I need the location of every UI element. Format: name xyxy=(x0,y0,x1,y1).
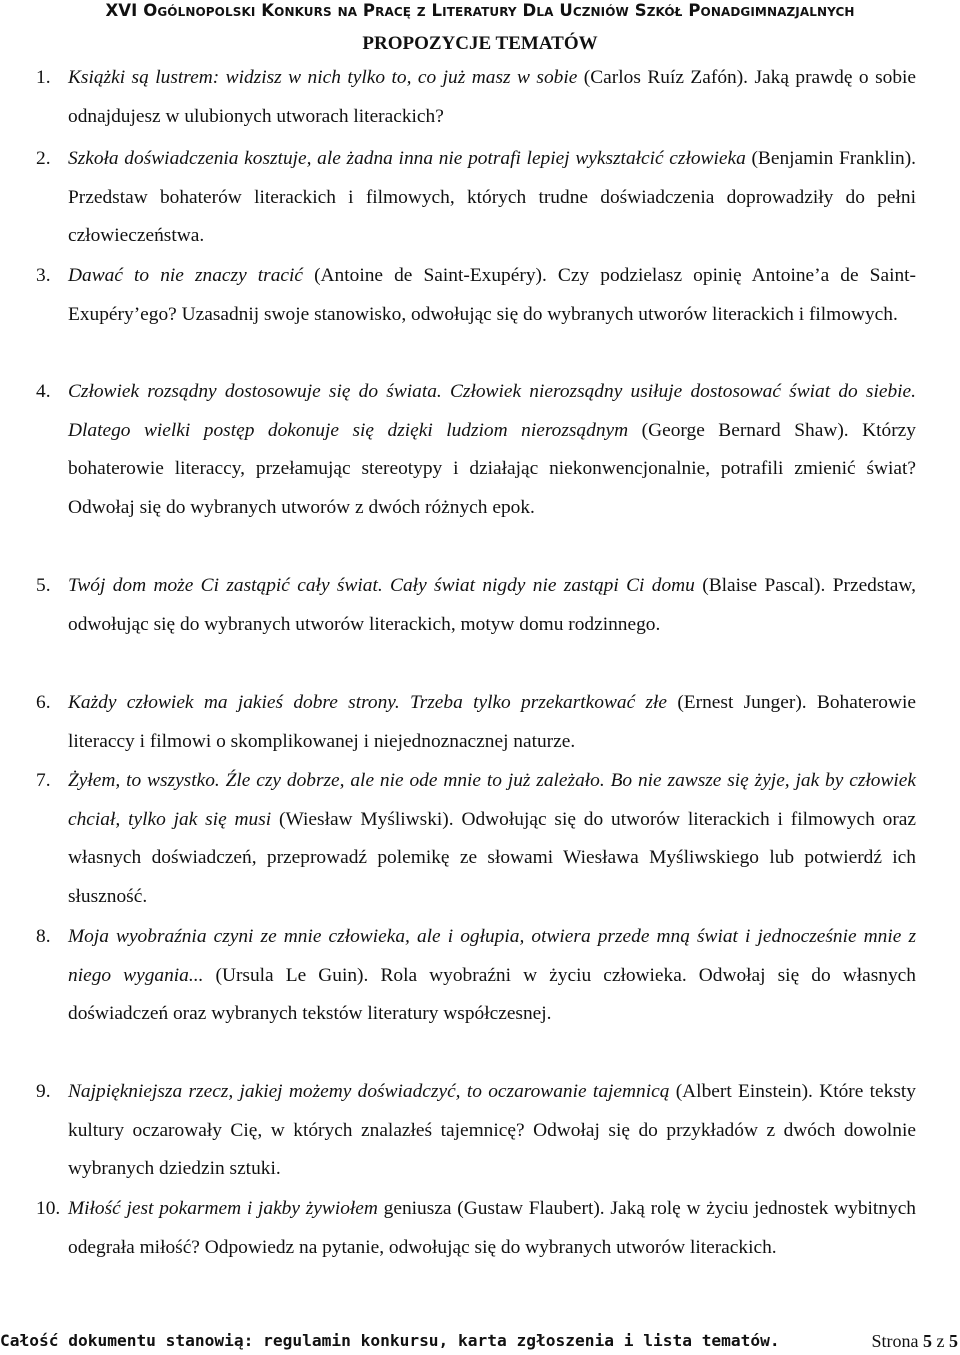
topic-task: Rola wyobraźni w życiu człowieka. Odwołaj się do własnych doświadczeń oraz wybranych tekstów literatury współczesnej. xyxy=(68,964,916,1025)
topic-2 xyxy=(36,140,916,256)
topic-author: (Wiesław Myśliwski). xyxy=(271,808,462,830)
topic-number: 1. xyxy=(36,67,51,88)
topic-6 xyxy=(36,684,916,761)
topic-task: Jaką rolę w życiu jednostek wybitnych odegrała miłość? Odpowiedz na pytanie, odwołując się do wybranych utworów literackich. xyxy=(68,1198,916,1258)
page-current: 5 xyxy=(923,1331,932,1351)
footer-note: Całość dokumentu stanowią: regulamin konkursu, karta zgłoszenia i lista tematów. xyxy=(0,1331,780,1350)
topic-7 xyxy=(36,762,916,917)
page-number xyxy=(872,1327,959,1355)
topic-author: (Ernest Junger). xyxy=(667,692,817,713)
topic-author: (Blaise Pascal). xyxy=(694,575,833,596)
topic-quote: Żyłem, to wszystko. Źle czy dobrze, ale nie ode mnie to już zależało. Bo nie zawsze się żyje, jak by człowiek chciał, tylko jak się musi xyxy=(68,770,916,830)
topic-task: Czy podzielasz opinię Antoine’a de Saint-Exupéry’ego? Uzasadnij swoje stanowisko, odwołując się do wybranych utworów literackich i filmowych. xyxy=(68,265,916,325)
topic-9 xyxy=(36,1073,916,1189)
topic-author: (Ursula Le Guin). xyxy=(203,964,381,986)
topic-quote: Twój dom może Ci zastąpić cały świat. Cały świat nigdy nie zastąpi Ci domu xyxy=(68,575,695,596)
topic-author: (Albert Einstein). xyxy=(669,1081,820,1102)
topic-number: 4. xyxy=(36,381,51,402)
topic-task: Bohaterowie literaccy i filmowi o skomplikowanej i niejednoznacznej naturze. xyxy=(68,692,916,752)
topic-quote: Szkoła doświadczenia kosztuje, ale żadna inna nie potrafi lepiej wykształcić człowieka xyxy=(68,148,746,169)
topic-author: (Benjamin Franklin). xyxy=(745,148,917,169)
page-total: 5 xyxy=(949,1331,958,1351)
topic-author: geniusza (Gustaw Flaubert). xyxy=(377,1198,611,1219)
topic-4 xyxy=(36,373,916,528)
topic-quote: Dawać to nie znaczy tracić xyxy=(68,265,303,286)
topic-number: 7. xyxy=(36,770,51,791)
topic-number: 3. xyxy=(36,265,51,286)
topic-1 xyxy=(36,59,916,136)
topic-task: Przedstaw bohaterów literackich i filmowych, których trudne doświadczenia doprowadziły do pełni człowieczeństwa. xyxy=(68,186,916,247)
topic-quote: Człowiek rozsądny dostosowuje się do świata. Człowiek nierozsądny usiłuje dostosować świat do siebie. Dlatego wielki postęp dokonuje się dzięki ludziom nierozsądnym xyxy=(68,381,916,441)
topic-task: Jaką prawdę o sobie odnajdujesz w ulubionych utworach literackich? xyxy=(68,67,917,127)
topic-number: 8. xyxy=(36,926,51,947)
topic-10 xyxy=(36,1190,916,1267)
topic-quote: Moja wyobraźnia czyni ze mnie człowieka, ale i ogłupia, otwiera przede mną świat i jednocześnie mnie z niego wygania... xyxy=(68,926,916,986)
topic-8 xyxy=(36,918,916,1034)
topic-number: 5. xyxy=(36,575,51,596)
topic-author: (Carlos Ruíz Zafón). xyxy=(577,67,755,88)
topic-quote: Książki są lustrem: widzisz w nich tylko to, co już masz w sobie xyxy=(68,67,578,88)
topic-number: 9. xyxy=(36,1081,51,1102)
page-label: Strona xyxy=(871,1331,923,1351)
topic-number: 2. xyxy=(36,148,51,169)
topic-author: (Antoine de Saint-Exupéry). xyxy=(303,265,558,286)
page-separator: z xyxy=(932,1331,949,1351)
topic-task: Odwołując się do utworów literackich i filmowych oraz własnych doświadczeń, przeprowadź polemikę ze słowami Wiesława Myśliwskiego lub potwierdź ich słuszność. xyxy=(68,808,916,908)
topic-number: 10. xyxy=(36,1198,61,1219)
topic-quote: Każdy człowiek ma jakieś dobre strony. Trzeba tylko przekartkować złe xyxy=(68,692,668,713)
topic-quote: Miłość jest pokarmem i jakby żywiołem xyxy=(68,1198,378,1219)
topic-task: Które teksty kultury oczarowały Cię, w których znalazłeś tajemnicę? Odwołaj się do przykładów z dwóch dowolnie wybranych dziedzin sztuki. xyxy=(68,1081,916,1180)
document-header-title: XVI Ogólnopolski Konkurs na Pracę z Literatury Dla Uczniów Szkół Ponadgimnazjalnych xyxy=(105,1,855,20)
document-section-title: PROPOZYCJE TEMATÓW xyxy=(362,33,598,54)
topic-3 xyxy=(36,257,916,334)
topic-author: (George Bernard Shaw). xyxy=(628,419,863,441)
topic-5 xyxy=(36,567,916,644)
topic-task: Którzy bohaterowie literaccy, przełamując stereotypy i działając niekonwencjonalnie, potrafili zmienić świat? Odwołaj się do wybranych utworów z dwóch różnych epok. xyxy=(68,419,916,519)
topic-number: 6. xyxy=(36,692,51,713)
page-footer xyxy=(0,1327,960,1355)
topic-task: Przedstaw, odwołując się do wybranych utworów literackich, motyw domu rodzinnego. xyxy=(68,575,916,635)
topic-quote: Najpiękniejsza rzecz, jakiej możemy doświadczyć, to oczarowanie tajemnicą xyxy=(68,1081,670,1102)
